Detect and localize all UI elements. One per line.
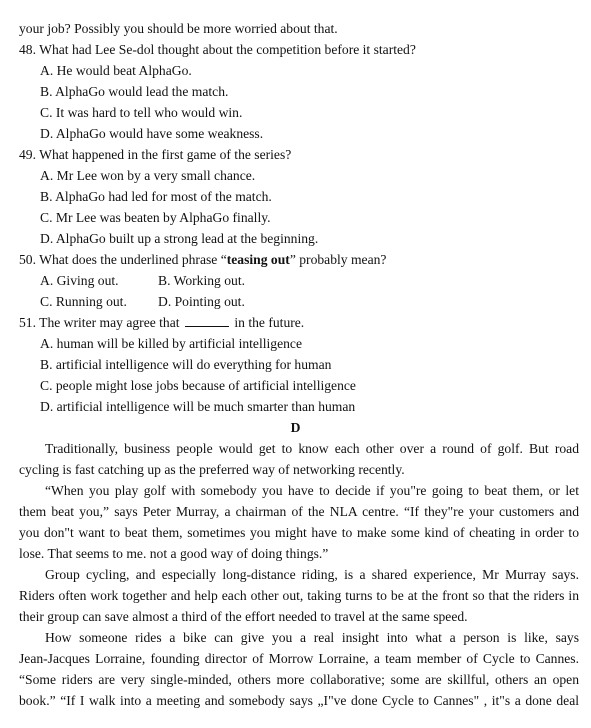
question-50-option-c: C. Running out.: [40, 294, 127, 309]
question-50-option-a: A. Giving out.: [40, 273, 119, 288]
answer-blank: [185, 314, 229, 327]
question-51-stem: [19, 312, 304, 333]
question-51-stem-post: in the future.: [234, 315, 305, 330]
question-49-option-a: A. Mr Lee won by a very small chance.: [40, 168, 256, 183]
passage-line-8: Riders often work together and help each other out, taking turns to be at the front so that the riders in: [19, 588, 579, 603]
question-50-key-phrase: teasing out: [226, 252, 290, 267]
passage-line-3: “When you play golf with somebody you have to decide if you"re going to beat them, or let: [45, 483, 579, 498]
passage-line-10: How someone rides a bike can give you a real insight into what a person is like, says: [45, 630, 579, 645]
passage-line-5: you don"t want to beat them, sometimes you might have to make some kind of cheating in order to: [19, 525, 579, 540]
question-51-option-a: A. human will be killed by artificial intelligence: [40, 336, 302, 351]
question-51-option-b: B. artificial intelligence will do everything for human: [40, 357, 332, 372]
question-50-stem: [19, 249, 386, 270]
passage-line-9: their group can save almost a third of the effort needed to travel at the same speed.: [19, 609, 468, 624]
question-48-option-b: B. AlphaGo would lead the match.: [40, 84, 229, 99]
question-51-option-c: C. people might lose jobs because of artificial intelligence: [40, 378, 356, 393]
question-51-option-d: D. artificial intelligence will be much smarter than human: [40, 399, 356, 414]
passage-line-6: lose. That seems to me. not a good way of doing things.”: [19, 546, 329, 561]
question-48-stem: 48. What had Lee Se-dol thought about the competition before it started?: [19, 42, 416, 57]
question-50-option-d: D. Pointing out.: [158, 294, 245, 309]
passage-line-4: them beat you,” says Peter Murray, a chairman of the NLA centre. “If they"re your customers and: [19, 504, 579, 519]
passage-line-11: Jean-Jacques Lorraine, founding director of Morrow Lorraine, a team member of Cycle to Cannes.: [19, 651, 579, 666]
question-50-options-row-1: [40, 270, 245, 291]
passage-line-13: book.” “If I walk into a meeting and somebody says „I"ve done Cycle to Cannes" , it"s a done deal: [19, 693, 579, 708]
question-49-option-c: C. Mr Lee was beaten by AlphaGo finally.: [40, 210, 271, 225]
passage-line-7: Group cycling, and especially long-distance riding, is a shared experience, Mr Murray says.: [45, 567, 579, 582]
question-50-stem-post: ” probably mean?: [289, 252, 387, 267]
intro-tail: your job? Possibly you should be more worried about that.: [19, 21, 338, 36]
question-49-stem: 49. What happened in the first game of the series?: [19, 147, 292, 162]
passage-line-2: cycling is fast catching up as the preferred way of networking recently.: [19, 462, 405, 477]
question-48-option-c: C. It was hard to tell who would win.: [40, 105, 243, 120]
question-50-stem-pre: 50. What does the underlined phrase “: [19, 252, 227, 267]
question-49-option-b: B. AlphaGo had led for most of the match.: [40, 189, 272, 204]
passage-line-12: “Some riders are very single-minded, others more collaborative; some are skillful, others an open: [19, 672, 579, 687]
question-49-option-d: D. AlphaGo built up a strong lead at the beginning.: [40, 231, 319, 246]
question-48-option-a: A. He would beat AlphaGo.: [40, 63, 192, 78]
passage-line-1: Traditionally, business people would get to know each other over a round of golf. But road: [45, 441, 579, 456]
question-48-option-d: D. AlphaGo would have some weakness.: [40, 126, 264, 141]
section-label: D: [290, 420, 301, 435]
question-50-options-row-2: [40, 291, 245, 312]
question-50-option-b: B. Working out.: [158, 273, 246, 288]
question-51-stem-pre: 51. The writer may agree that: [19, 315, 180, 330]
